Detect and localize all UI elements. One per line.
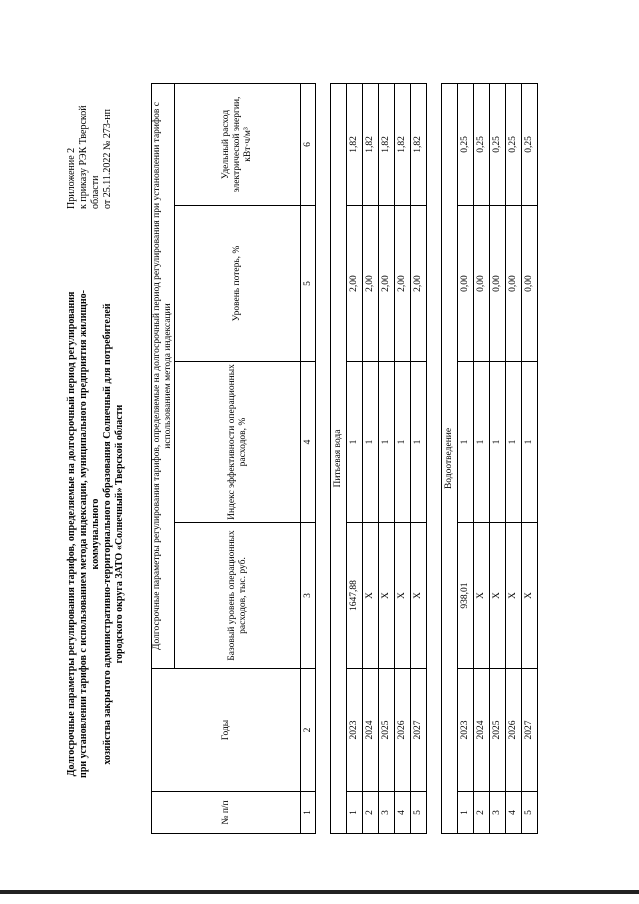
table-cell: 3 bbox=[379, 792, 395, 834]
column-numbers-row bbox=[301, 83, 316, 833]
appendix-line-3: от 25.11.2022 № 273-нп bbox=[102, 109, 113, 209]
table-cell: 1 bbox=[522, 362, 538, 523]
header-row-group bbox=[152, 83, 175, 833]
table-row bbox=[522, 83, 538, 833]
title-line-4: городского округа ЗАТО «Солнечный» Тверской области bbox=[114, 404, 125, 664]
table-cell: 1 bbox=[411, 362, 427, 523]
title-line-3: хозяйства закрытого административно-территориального образования Солнечный для потребителей bbox=[102, 303, 113, 765]
col-number-2: 2 bbox=[301, 669, 316, 792]
table-cell: 2,00 bbox=[411, 206, 427, 362]
table-cell: 0,25 bbox=[522, 83, 538, 205]
col-number-3: 3 bbox=[301, 523, 316, 669]
table-cell: 5 bbox=[411, 792, 427, 834]
appendix-line-1: Приложение 2 bbox=[66, 147, 77, 209]
table-cell: Х bbox=[379, 523, 395, 669]
table-cell: 1647,88 bbox=[347, 523, 363, 669]
table-row bbox=[506, 83, 522, 833]
table-cell: 2027 bbox=[411, 669, 427, 792]
table-row bbox=[490, 83, 506, 833]
table-cell: 1,82 bbox=[347, 83, 363, 205]
table-cell: 1,82 bbox=[379, 83, 395, 205]
title-line-2: при установлении тарифов с использованием метода индексации, муниципального предприятия жилищно-коммунального bbox=[78, 290, 101, 778]
table-cell: 1 bbox=[458, 792, 474, 834]
table-cell: 2026 bbox=[506, 669, 522, 792]
table-cell: Х bbox=[395, 523, 411, 669]
table-cell: 2,00 bbox=[395, 206, 411, 362]
header-num: № п/п bbox=[152, 792, 301, 834]
table-cell: 1 bbox=[490, 362, 506, 523]
table-row bbox=[363, 83, 379, 833]
rotated-content bbox=[50, 84, 550, 864]
table-row bbox=[379, 83, 395, 833]
table-cell: 1 bbox=[347, 792, 363, 834]
table-cell: 1 bbox=[474, 362, 490, 523]
table-cell: 2023 bbox=[458, 669, 474, 792]
table-cell: Х bbox=[522, 523, 538, 669]
header-efficiency-index: Индекс эффективности операционных расходов, % bbox=[175, 362, 301, 523]
table-cell: 2027 bbox=[522, 669, 538, 792]
section-spacer bbox=[427, 83, 442, 833]
header-base-opex: Базовый уровень операционных расходов, тыс. руб. bbox=[175, 523, 301, 669]
table-cell: 1 bbox=[458, 362, 474, 523]
table-cell: 1 bbox=[395, 362, 411, 523]
table-cell: 4 bbox=[506, 792, 522, 834]
section-title: Питьевая вода bbox=[331, 83, 347, 833]
table-row bbox=[411, 83, 427, 833]
table-cell: 2025 bbox=[490, 669, 506, 792]
table-cell: Х bbox=[411, 523, 427, 669]
table-cell: 1,82 bbox=[411, 83, 427, 205]
table-cell: Х bbox=[490, 523, 506, 669]
appendix-note bbox=[66, 89, 114, 209]
table-cell: 5 bbox=[522, 792, 538, 834]
table-cell: 0,00 bbox=[506, 206, 522, 362]
title-line-1: Долгосрочные параметры регулирования тарифов, определяемые на долгосрочный период регулирования bbox=[66, 291, 77, 777]
table-cell: 2024 bbox=[363, 669, 379, 792]
table-cell: 0,00 bbox=[474, 206, 490, 362]
scan-edge-bar bbox=[0, 890, 639, 894]
table-row bbox=[395, 83, 411, 833]
table-cell: 0,25 bbox=[506, 83, 522, 205]
header-energy-consumption: Удельный расход электрической энергии, кВт·ч/м³ bbox=[175, 83, 301, 205]
col-number-4: 4 bbox=[301, 362, 316, 523]
header-group: Долгосрочные параметры регулирования тарифов, определяемые на долгосрочный период регулирования при установлении тарифов с использованием метода индексации bbox=[152, 83, 175, 668]
table-row bbox=[458, 83, 474, 833]
table-cell: 2024 bbox=[474, 669, 490, 792]
table-cell: 0,00 bbox=[522, 206, 538, 362]
table-cell: 1 bbox=[379, 362, 395, 523]
col-number-6: 6 bbox=[301, 83, 316, 205]
table-cell: 0,00 bbox=[490, 206, 506, 362]
table-cell: 1 bbox=[347, 362, 363, 523]
table-cell: 0,25 bbox=[458, 83, 474, 205]
table-cell: 1 bbox=[363, 362, 379, 523]
table-cell: 2,00 bbox=[379, 206, 395, 362]
section-title-row bbox=[442, 83, 458, 833]
table-cell: 1,82 bbox=[363, 83, 379, 205]
table-cell: 1 bbox=[506, 362, 522, 523]
section-title: Водоотведение bbox=[442, 83, 458, 833]
section-spacer-row bbox=[427, 83, 442, 833]
table-cell: 2 bbox=[363, 792, 379, 834]
table-row bbox=[347, 83, 363, 833]
appendix-line-2: к приказу РЭК Тверской области bbox=[78, 105, 101, 209]
section-spacer bbox=[316, 83, 331, 833]
table-cell: 3 bbox=[490, 792, 506, 834]
table-cell: 2 bbox=[474, 792, 490, 834]
table-cell: 2026 bbox=[395, 669, 411, 792]
col-number-5: 5 bbox=[301, 206, 316, 362]
header-loss-level: Уровень потерь, % bbox=[175, 206, 301, 362]
section-spacer-row bbox=[316, 83, 331, 833]
table-cell: 1,82 bbox=[395, 83, 411, 205]
table-cell: 938,01 bbox=[458, 523, 474, 669]
table-cell: Х bbox=[506, 523, 522, 669]
table-cell: 4 bbox=[395, 792, 411, 834]
table-cell: 2,00 bbox=[363, 206, 379, 362]
table-row bbox=[474, 83, 490, 833]
table-cell: Х bbox=[363, 523, 379, 669]
table-cell: 2023 bbox=[347, 669, 363, 792]
header-years: Годы bbox=[152, 669, 301, 792]
parameters-table bbox=[151, 83, 538, 834]
table-cell: 0,25 bbox=[474, 83, 490, 205]
table-cell: 2025 bbox=[379, 669, 395, 792]
section-title-row bbox=[331, 83, 347, 833]
table-cell: Х bbox=[474, 523, 490, 669]
table-cell: 0,00 bbox=[458, 206, 474, 362]
table-cell: 2,00 bbox=[347, 206, 363, 362]
col-number-1: 1 bbox=[301, 792, 316, 834]
document-title bbox=[66, 259, 126, 809]
table-cell: 0,25 bbox=[490, 83, 506, 205]
